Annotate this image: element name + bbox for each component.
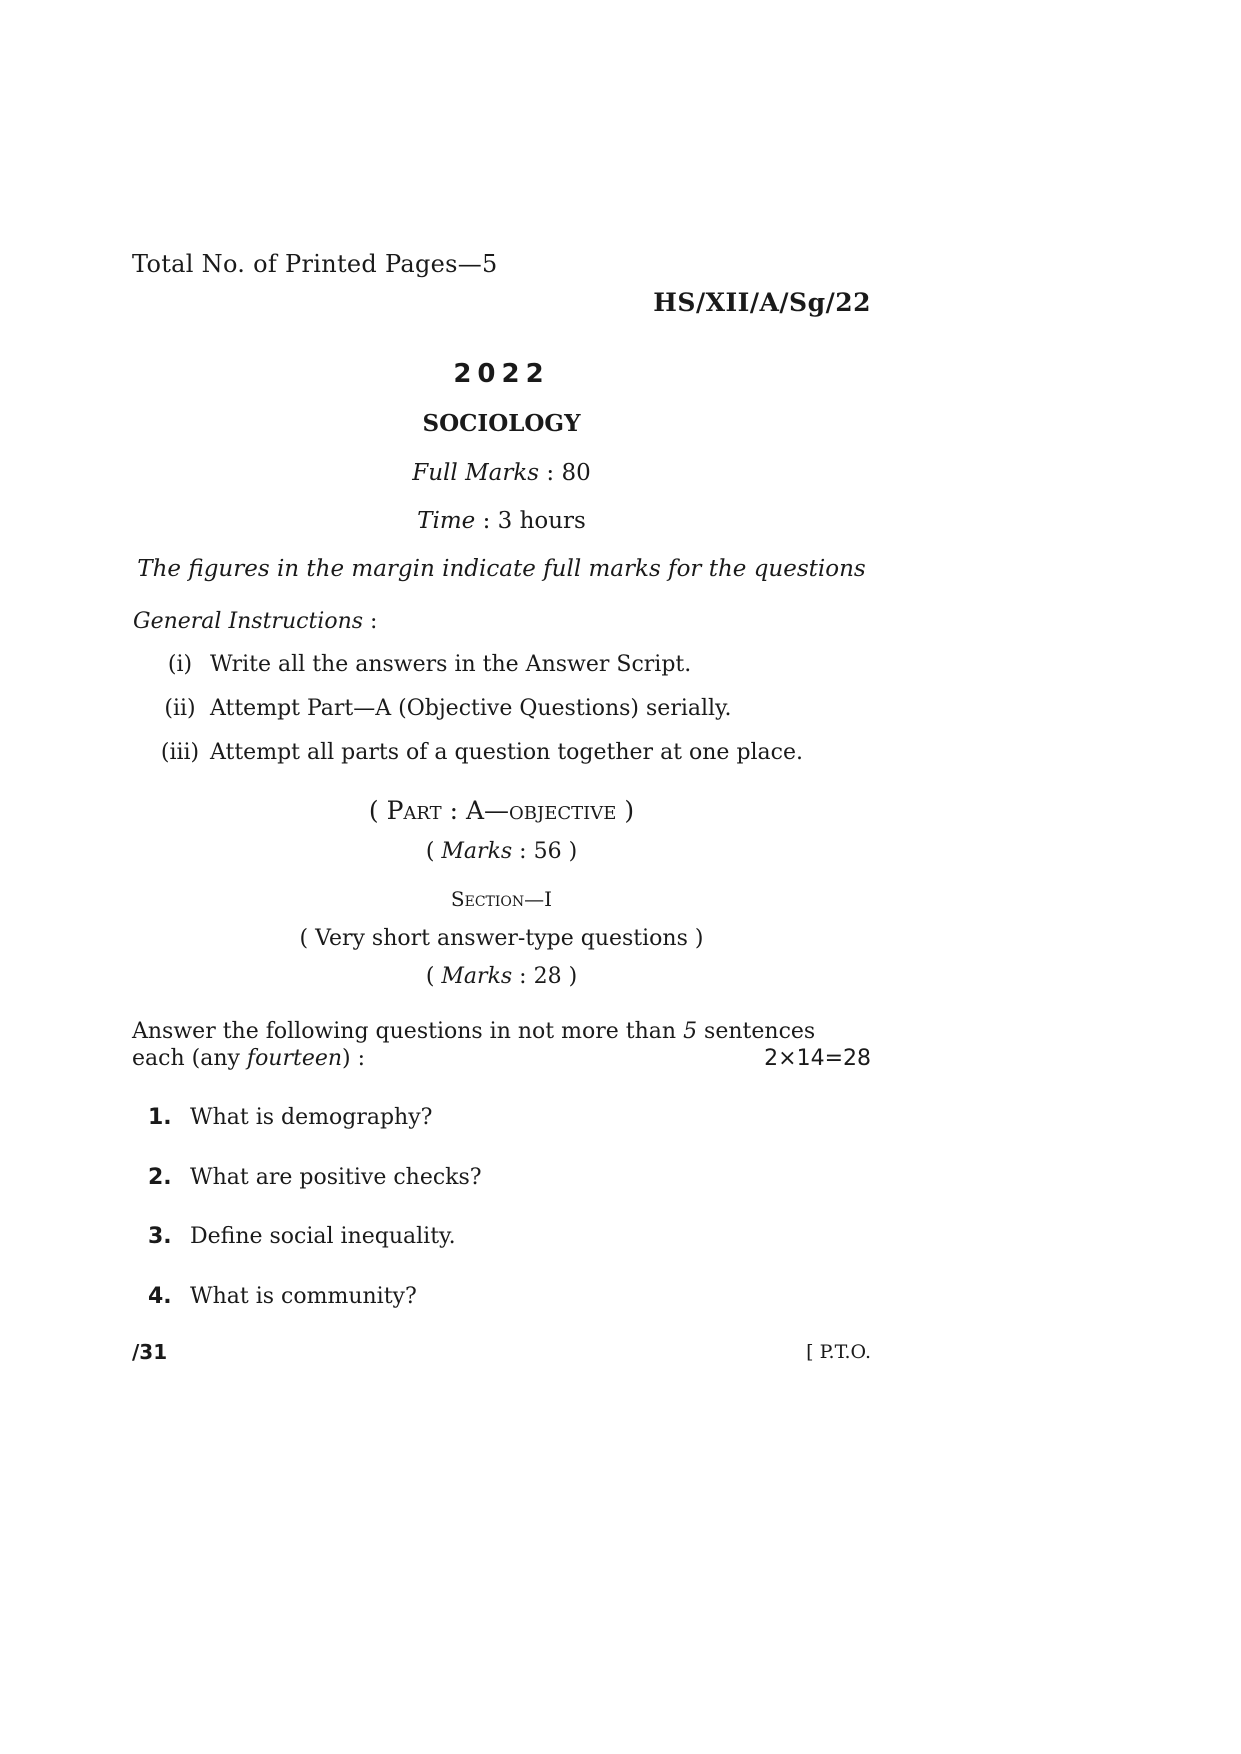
subject-title: SOCIOLOGY	[422, 410, 581, 437]
section-marks: ( Marks : 28 )	[425, 964, 578, 989]
question-item: 1. What is demography?	[148, 1105, 433, 1130]
instruction-item: (ii) Attempt Part—A (Objective Questions) serially.	[164, 696, 732, 721]
instruction-item: (i) Write all the answers in the Answer Script.	[167, 652, 692, 677]
paper-code: HS/XII/A/Sg/22	[653, 288, 871, 317]
exam-year: 2022	[453, 359, 550, 389]
section-instruction-line1: Answer the following questions in not more than 5 sentences	[132, 1019, 816, 1044]
instruction-item: (iii) Attempt all parts of a question together at one place.	[160, 740, 804, 765]
part-marks: ( Marks : 56 )	[425, 839, 578, 864]
section-subtitle: ( Very short answer-type questions )	[299, 926, 704, 951]
part-title: ( Part : A—objective )	[368, 796, 635, 825]
section-score: 2×14=28	[764, 1046, 871, 1071]
question-item: 2. What are positive checks?	[148, 1165, 482, 1190]
full-marks-label: Full Marks	[412, 460, 540, 486]
general-instructions-title: General Instructions :	[133, 609, 378, 634]
exam-time	[0, 508, 1003, 534]
question-item: 4. What is community?	[148, 1284, 417, 1309]
time-value: : 3 hours	[475, 508, 586, 534]
question-item: 3. Define social inequality.	[148, 1224, 456, 1249]
section-title: Section—I	[450, 887, 553, 911]
printed-pages-count: Total No. of Printed Pages—5	[132, 250, 498, 278]
time-label: Time	[417, 508, 476, 534]
margin-note: The figures in the margin indicate full marks for the questions	[137, 556, 866, 582]
full-marks-value: : 80	[539, 460, 591, 486]
footer-code: /31	[132, 1340, 168, 1364]
full-marks	[0, 460, 1003, 486]
pto-note: [ P.T.O.	[806, 1341, 871, 1363]
section-instruction-line2: each (any fourteen) :	[132, 1046, 366, 1071]
